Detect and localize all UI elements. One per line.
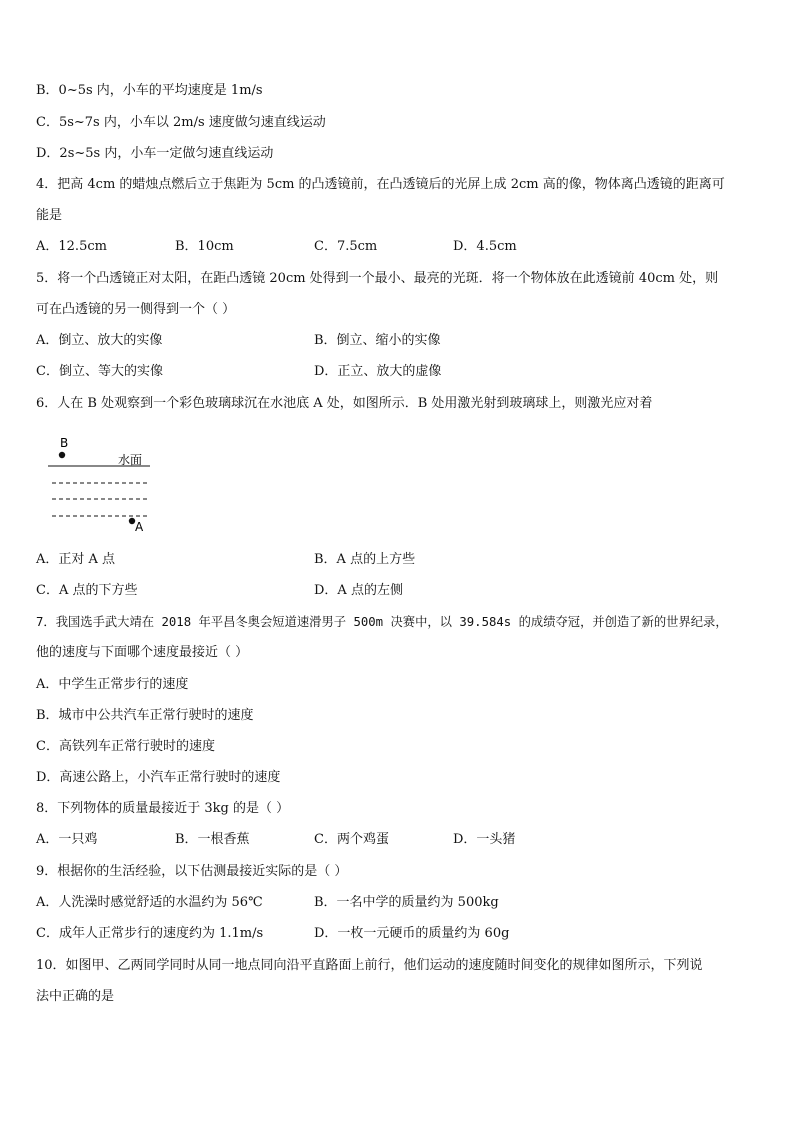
q4-option-a: A．12.5cm	[36, 239, 107, 254]
q10-stem-line2: 法中正确的是	[36, 989, 115, 1004]
q7-option-d: D．高速公路上，小汽车正常行驶时的速度	[36, 770, 281, 785]
q5-option-b: B．倒立、缩小的实像	[314, 333, 441, 348]
q4-option-c: C．7.5cm	[314, 239, 378, 254]
q7-stem-line1: 7．我国选手武大靖在 2018 年平昌冬奥会短道速滑男子 500m 决赛中，以 39.584s 的成绩夺冠，并创造了新的世界纪录，	[36, 615, 728, 629]
q6-water-figure	[48, 430, 158, 535]
q5-stem-line1: 5．将一个凸透镜正对太阳，在距凸透镜 20cm 处得到一个最小、最亮的光斑．将一个物体放在此透镜前 40cm 处，则	[36, 271, 719, 286]
q4-option-b: B．10cm	[175, 239, 234, 254]
q3-option-b: B．0~5s 内，小车的平均速度是 1m/s	[36, 83, 263, 98]
q10-stem-line1: 10．如图甲、乙两同学同时从同一地点同向沿平直路面上前行，他们运动的速度随时间变化的规律如图所示，下列说	[36, 958, 703, 973]
water-surface-label: 水面	[118, 453, 143, 467]
q6-option-c: C．A 点的下方些	[36, 583, 138, 598]
q7-option-a: A．中学生正常步行的速度	[36, 677, 189, 692]
q8-stem: 8．下列物体的质量最接近于 3kg 的是（ ）	[36, 801, 290, 816]
q4-stem-line2: 能是	[36, 208, 63, 223]
point-b-dot	[59, 452, 65, 458]
q5-option-d: D．正立、放大的虚像	[314, 364, 442, 379]
q5-option-a: A．倒立、放大的实像	[36, 333, 163, 348]
q3-option-d: D．2s~5s 内，小车一定做匀速直线运动	[36, 146, 274, 161]
q8-option-b: B．一根香蕉	[175, 832, 250, 847]
q6-option-d: D．A 点的左侧	[314, 583, 403, 598]
q7-option-c: C．高铁列车正常行驶时的速度	[36, 739, 215, 754]
q7-stem-line2: 他的速度与下面哪个速度最接近（ ）	[36, 645, 249, 660]
q9-option-c: C．成年人正常步行的速度约为 1.1m/s	[36, 926, 264, 941]
point-a-label: A	[135, 520, 144, 534]
q9-option-a: A．人洗澡时感觉舒适的水温约为 56℃	[36, 895, 263, 910]
q6-stem: 6．人在 B 处观察到一个彩色玻璃球沉在水池底 A 处，如图所示．B 处用激光射到玻璃球上，则激光应对着	[36, 396, 653, 411]
q8-option-d: D．一头猪	[453, 832, 516, 847]
q9-stem: 9．根据你的生活经验，以下估测最接近实际的是（ ）	[36, 864, 348, 879]
q8-option-c: C．两个鸡蛋	[314, 832, 389, 847]
q7-option-b: B．城市中公共汽车正常行驶时的速度	[36, 708, 254, 723]
q6-option-b: B．A 点的上方些	[314, 552, 416, 567]
q6-figure-svg	[48, 430, 158, 535]
q9-option-b: B．一名中学的质量约为 500kg	[314, 895, 499, 910]
q5-stem-line2: 可在凸透镜的另一侧得到一个（ ）	[36, 302, 236, 317]
q4-option-d: D．4.5cm	[453, 239, 517, 254]
q4-stem-line1: 4．把高 4cm 的蜡烛点燃后立于焦距为 5cm 的凸透镜前，在凸透镜后的光屏上成 2cm 高的像，物体离凸透镜的距离可	[36, 177, 725, 192]
q8-option-a: A．一只鸡	[36, 832, 98, 847]
point-b-label: B	[60, 436, 69, 450]
q5-option-c: C．倒立、等大的实像	[36, 364, 163, 379]
q6-option-a: A．正对 A 点	[36, 552, 116, 567]
q9-option-d: D．一枚一元硬币的质量约为 60g	[314, 926, 510, 941]
q3-option-c: C．5s~7s 内，小车以 2m/s 速度做匀速直线运动	[36, 115, 326, 130]
